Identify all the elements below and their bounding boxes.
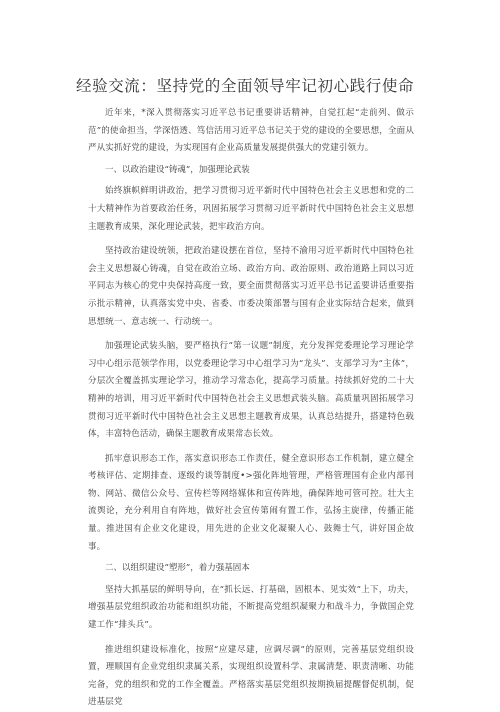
section-1-heading: 一、以政治建设“铸魂”，加强理论武装 [105,164,250,175]
intro-paragraph: 近年来，*深入贯彻落实习近平总书记重要讲话精神，自觉扛起“走前列、做示范”的使命担当，学深悟透、笃信活用习近平总书记关于党的建设的全要思想，全面从严从实抓好党的建设，为实现国有企业高质量发展提供强大的党建引领力。 [88,108,414,154]
section-2-paragraph: 坚持大抓基层的鲜明导向，在“抓长远、打基础，固根本、见实效”上下，功夫，增强基层党组织政治功能和组织功能，不断提高党组织凝聚力和战斗力，争做国企党建工作“排头兵”。 [88,584,414,631]
section-1-paragraph: 加强理论武装头脑，要严格执行“第一议题”制度，充分发挥党委理论学习理论学习中心组示范领学作用，以党委理论学习中心组学习为“龙头”、支部学习为“主体”，分层次全覆盖抓实理论学习，推动学习常态化，提高学习质量。持续抓好党的二十大精神的培训，用习近平新时代中国特色社会主义思想武装头脑。高质量巩固拓展学习贯彻习近平新时代中国特色社会主义思想主题教育成果，认真总结提升，搭建特色载体，丰富特色活动，确保主题教育成果常态长效。 [88,341,414,440]
document-body [88,105,414,712]
section-2-heading: 二、以组织建设“塑形”，着力强基固本 [105,563,250,574]
section-1-paragraph: 坚持政治建设统领，把政治建设摆在首位，坚持不渝用习近平新时代中国特色社会主义思想凝心铸魂，自觉在政治立场、政治方向、政治原则、政治道路上同以习近平同志为核心的党中央保持高度一致，要全面贯彻落实习近平总书记孟要讲话重要指示批示精神，认真落实党中央、省委、市委决策部署与国有企业实际结合起来，做到思想统一、意志统一、行动统一。 [88,246,414,327]
section-1-paragraph: 抓牢意识形态工作，落实意识形态工作责任，健全意识形态工作机制，建立健全考核评估、定期排查、逐级约谈等制度•>强化阵地管理，严格管理国有企业内部刊物、网站、微信公众号、宣传栏等网络媒体和宣传阵地，确保阵地可管可控。壮大主流舆论，充分利用自有阵地，做好社会宣传第闹有置工作，弘扬主旋律，传播正能量。推进国有企业文化建设，用先进的企业文化凝聚人心、鼓舞士气，讲好国企故事。 [88,453,414,552]
document-title: 经验交流：坚持党的全面领导牢记初心践行使命 [76,77,415,95]
section-1-paragraph: 始终旗帜鲜明讲政治，把学习贯彻习近平新时代中国特色社会主义思想和党的二十大精神作为首要政治任务，巩固拓展学习贯彻习近平新时代中国特色社会主义思想主题教育成果，深化理论武装，把牢政治方向。 [88,186,414,232]
section-2-paragraph: 推进组织建设标准化，按照“应建尽建，应调尽调”的原则，完善基层党组织设置，理顺国有企业党组织隶属关系，实现组织设置科学、隶属清楚、职责清晰、功能完备，党的组织和党的工作全覆盖。严格落实基层党组织按期换届提醒督促机制，促进基层党 [88,644,414,708]
